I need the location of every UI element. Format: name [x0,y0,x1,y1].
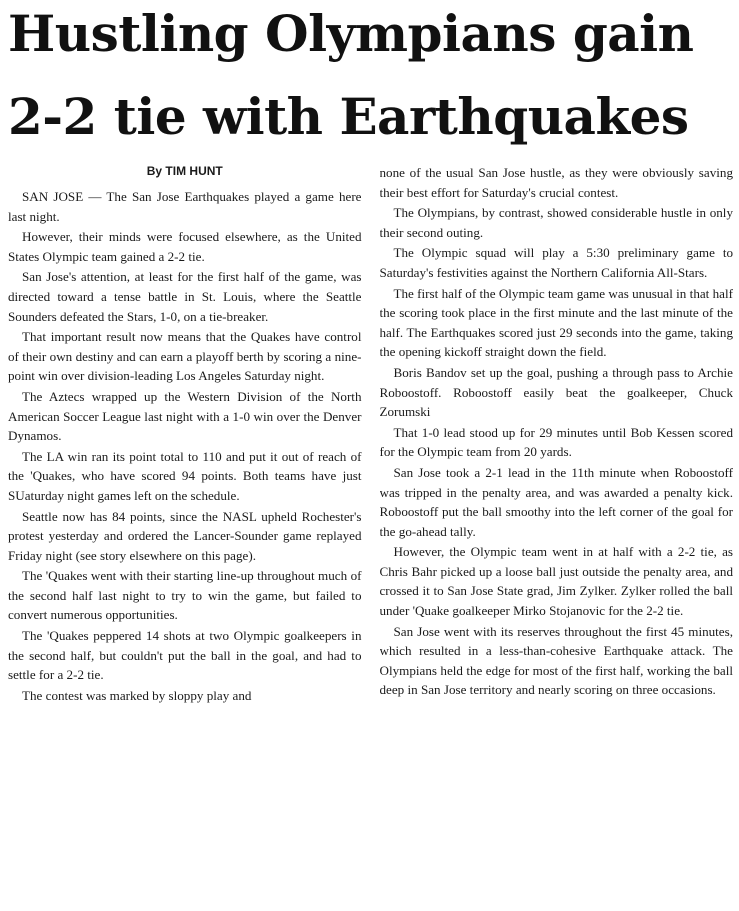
paragraph: Seattle now has 84 points, since the NASL upheld Rochester's protest yesterday and ordered the Lancer-Sounder game replayed Friday night (see story elsewhere on this page). [8,508,362,563]
paragraph: San Jose went with its reserves throughout the first 45 minutes, which resulted in a less-than-cohesive Earthquake attack. The Olympians held the edge for most of the first half, working the ball deep in San Jose territory and nearly scoring on three occasions. [379,623,733,698]
paragraph: The first half of the Olympic team game was unusual in that half the scoring took place in the first minute and the last minute of the half. The Earthquakes scored just 29 seconds into the game, taking the opening kickoff straight down the field. [379,285,733,360]
headline-line-2: 2-2 tie with Earthquakes [8,87,689,146]
paragraph: The Olympic squad will play a 5:30 preliminary game to Saturday's festivities against the Northern California All-Stars. [379,245,733,280]
paragraph: However, their minds were focused elsewhere, as the United States Olympic team gained a 2-2 tie. [8,229,362,264]
paragraph: That important result now means that the Quakes have control of their own destiny and can earn a playoff berth by scoring a nine-point win over division-leading Los Angeles Saturday night. [8,329,362,384]
paragraph: The 'Quakes peppered 14 shots at two Olympic goalkeepers in the second half, but couldn't put the ball in the goal, and had to settle for a 2-2 tie. [8,628,362,683]
paragraph: The LA win ran its point total to 110 and put it out of reach of the 'Quakes, who have scored 94 points. Both teams have just SUaturday night games left on the schedule. [8,448,362,503]
paragraph: San Jose's attention, at least for the first half of the game, was directed toward a tense battle in St. Louis, where the Seattle Sounders defeated the Stars, 1-0, on a tie-breaker. [8,269,362,324]
headline-line-1: Hustling Olympians gain [8,4,694,63]
paragraph: The 'Quakes went with their starting line-up throughout much of the second half last night to try to win the game, but failed to convert numerous opportunities. [8,568,362,623]
paragraph: That 1-0 lead stood up for 29 minutes until Bob Kessen scored for the Olympic team from 20 yards. [379,424,733,460]
byline: By TIM HUNT [146,164,223,178]
right-column [380,163,734,903]
left-column [8,163,362,903]
paragraph: Boris Bandov set up the goal, pushing a through pass to Archie Roboostoff. Roboostoff easily beat the goalkeeper, Chuck Zorumski [379,364,733,420]
paragraph: SAN JOSE — The San Jose Earthquakes played a game here last night. [8,189,362,224]
article-body [8,163,733,903]
paragraph: San Jose took a 2-1 lead in the 11th minute when Roboostoff was tripped in the penalty area, and was awarded a penalty kick. Roboostoff put the ball smoothy into the left corner of the goal for the go-ahead tally. [379,464,733,539]
paragraph: However, the Olympic team went in at half with a 2-2 tie, as Chris Bahr picked up a loose ball just outside the penalty area, and crossed it to San Jose State grad, Jim Zylker. Zylker rolled the ball under 'Quake goalkeeper Mirko Stojanovic for the 2-2 tie. [379,544,733,619]
paragraph: The Olympians, by contrast, showed considerable hustle in only their second outing. [379,205,733,240]
paragraph: The contest was marked by sloppy play and [22,687,252,703]
paragraph: The Aztecs wrapped up the Western Division of the North American Soccer League last night with a 1-0 win over the Denver Dynamos. [8,388,362,444]
paragraph-continuation: none of the usual San Jose hustle, as they were obviously saving their best effort for Saturday's crucial contest. [379,165,733,200]
